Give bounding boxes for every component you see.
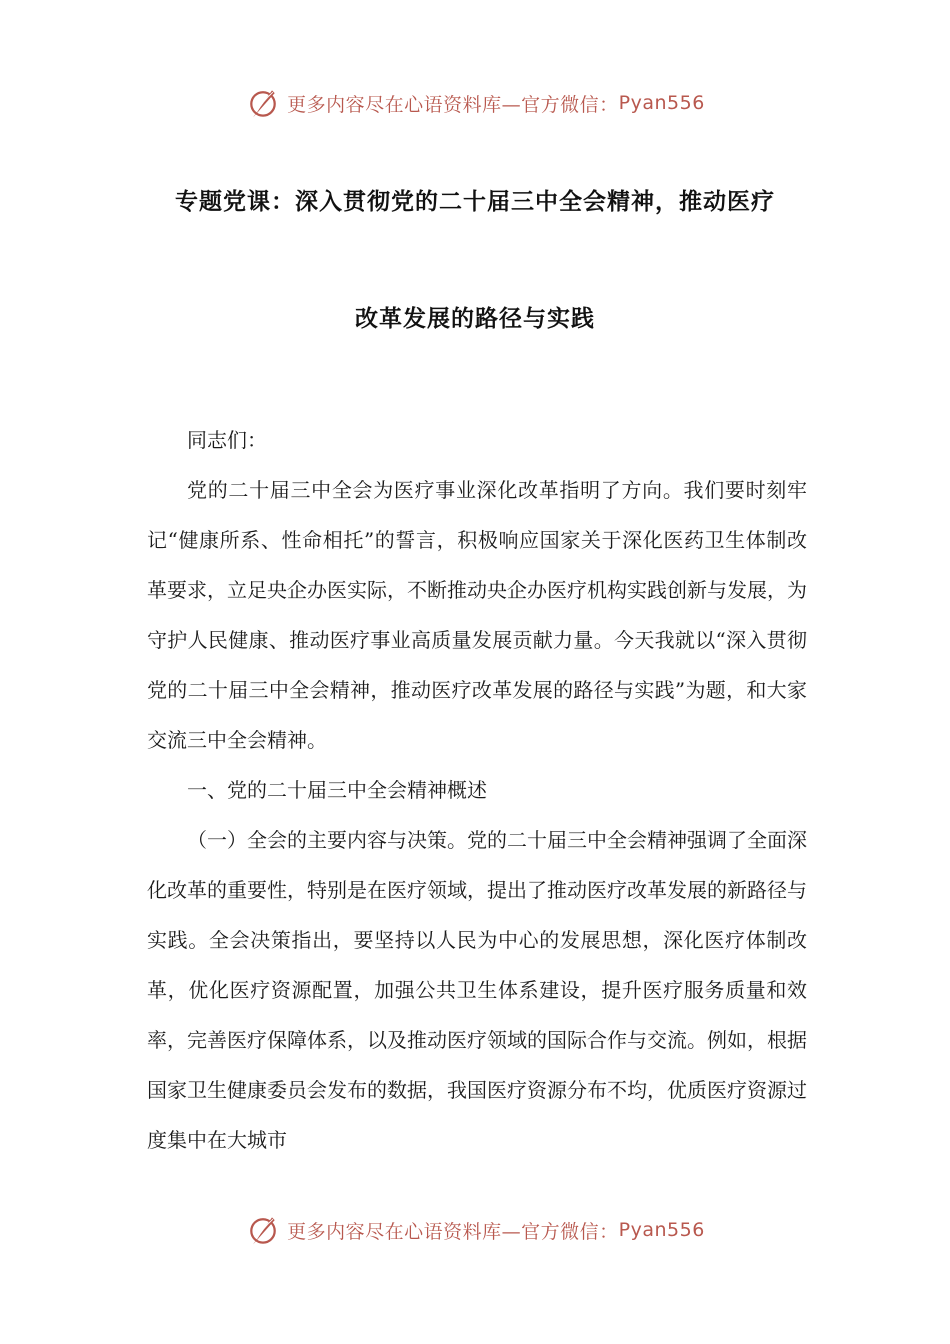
banner-text: 更多内容尽在心语资料库—官方微信：: [287, 93, 619, 116]
document-body: [147, 415, 807, 1165]
document-title-line-1: 专题党课：深入贯彻党的二十届三中全会精神，推动医疗: [175, 188, 775, 215]
footer-watermark-banner: [0, 1210, 950, 1250]
feather-pen-logo-icon: [245, 85, 281, 121]
header-watermark-banner: [0, 83, 950, 123]
document-title-line-2: 改革发展的路径与实践: [355, 305, 595, 332]
banner-wechat-id: Pyan556: [618, 92, 705, 114]
greeting: 同志们：: [187, 428, 267, 452]
feather-pen-logo-icon: [245, 1212, 281, 1248]
section-heading-1: 一、党的二十届三中全会精神概述: [187, 778, 487, 802]
banner-wechat-id: Pyan556: [618, 1219, 705, 1241]
paragraph-section-1-1: （一）全会的主要内容与决策。党的二十届三中全会精神强调了全面深化改革的重要性，特别是在医疗领域，提出了推动医疗改革发展的新路径与实践。全会决策指出，要坚持以人民为中心的发展思想，深化医疗体制改革，优化医疗资源配置，加强公共卫生体系建设，提升医疗服务质量和效率，完善医疗保障体系，以及推动医疗领域的国际合作与交流。例如，根据国家卫生健康委员会发布的数据，我国医疗资源分布不均，优质医疗资源过度集中在大城市: [147, 828, 807, 1152]
paragraph-intro: 党的二十届三中全会为医疗事业深化改革指明了方向。我们要时刻牢记“健康所系、性命相托”的誓言，积极响应国家关于深化医药卫生体制改革要求，立足央企办医实际，不断推动央企办医疗机构实践创新与发展，为守护人民健康、推动医疗事业高质量发展贡献力量。今天我就以“深入贯彻党的二十届三中全会精神，推动医疗改革发展的路径与实践”为题，和大家交流三中全会精神。: [147, 478, 807, 752]
banner-text: 更多内容尽在心语资料库—官方微信：: [287, 1220, 619, 1243]
